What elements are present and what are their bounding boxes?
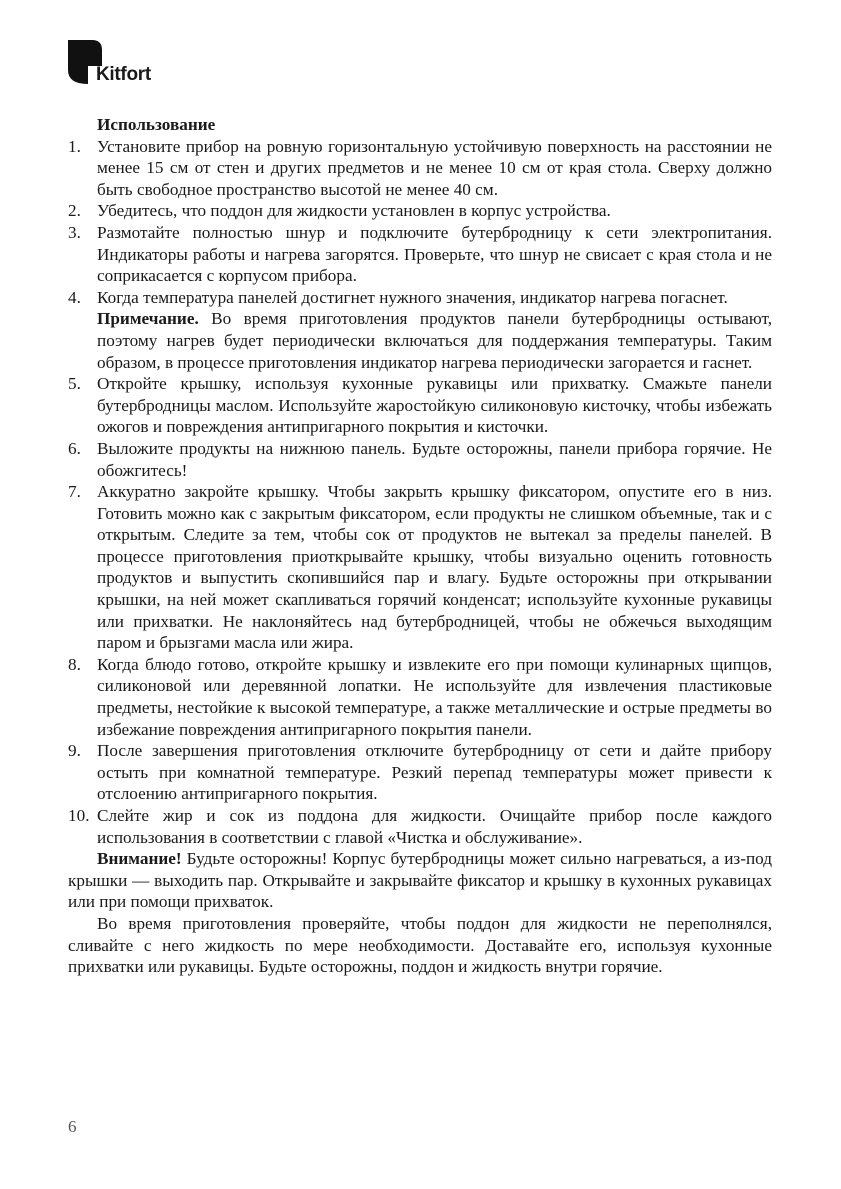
step-text: Выложите продукты на нижнюю панель. Будьте осторожны, панели прибора горячие. Не обожгитесь! <box>97 438 772 480</box>
page-number: 6 <box>68 1117 77 1136</box>
list-item <box>68 287 772 373</box>
brand-logo <box>68 40 178 90</box>
step-text: Когда блюдо готово, откройте крышку и извлеките его при помощи кулинарных щипцов, силиконовой или деревянной лопатки. Не используйте для извлечения пластиковые предметы, нестойкие к высокой температуре, а также металлические и острые предметы во избежание повреждения антипригарного покрытия панели. <box>97 654 772 739</box>
list-item <box>68 200 772 222</box>
note-paragraph <box>97 308 772 373</box>
instruction-list <box>68 136 772 849</box>
list-item <box>68 740 772 805</box>
step-number: 4. <box>68 287 81 307</box>
step-number: 7. <box>68 482 81 502</box>
warning-label: Внимание! <box>97 849 182 869</box>
step-text: После завершения приготовления отключите бутербродницу от сети и дайте прибору остыть при комнатной температуре. Резкий перепад температуры может привести к отслоению антипригарного покрытия. <box>97 741 772 804</box>
brand-name: Kitfort <box>96 64 151 85</box>
section-title: Использование <box>97 115 216 134</box>
list-item <box>68 654 772 740</box>
list-item <box>68 438 772 481</box>
list-item <box>68 222 772 287</box>
body-paragraph: Во время приготовления проверяйте, чтобы поддон для жидкости не переполнялся, сливайте с него жидкость по мере необходимости. Доставайте его, используя кухонные прихватки или рукавицы. Будьте осторожны, поддон и жидкость внутри горячие. <box>68 913 772 977</box>
step-number: 6. <box>68 438 81 458</box>
list-item <box>68 136 772 201</box>
warning-paragraph <box>68 848 772 913</box>
step-text: Размотайте полностью шнур и подключите бутербродницу к сети электропитания. Индикаторы работы и нагрева загорятся. Проверьте, что шнур не свисает с края стола и не соприкасается с корпусом прибора. <box>97 222 772 286</box>
step-text: Установите прибор на ровную горизонтальную устойчивую поверхность на расстоянии не менее 15 см от стен и других предметов и не менее 10 см от края стола. Сверху должно быть свободное пространство высотой не менее 40 см. <box>97 136 772 199</box>
list-item <box>68 373 772 438</box>
step-number: 5. <box>68 374 81 394</box>
list-item <box>68 805 772 848</box>
step-text: Когда температура панелей достигнет нужного значения, индикатор нагрева погаснет. <box>97 287 728 307</box>
step-text: Слейте жир и сок из поддона для жидкости. Очищайте прибор после каждого использования в соответствии с главой «Чистка и обслуживание». <box>97 806 772 847</box>
step-text: Откройте крышку, используя кухонные рукавицы или прихватку. Смажьте панели бутербродницы маслом. Используйте жаростойкую силиконовую кисточку, чтобы избежать ожогов и повреждения антипригарного покрытия и кисточки. <box>97 374 772 437</box>
warning-text: Будьте осторожны! Корпус бутербродницы может сильно нагреваться, а из-под крышки — выходить пар. Открывайте и закрывайте фиксатор и крышку в кухонных рукавицах или при помощи прихваток. <box>68 849 772 912</box>
step-number: 3. <box>68 222 81 242</box>
list-item <box>68 481 772 654</box>
step-number: 10. <box>68 806 90 825</box>
step-text: Аккуратно закройте крышку. Чтобы закрыть крышку фиксатором, опустите его в низ. Готовить можно как с закрытым фиксатором, если продукты не слишком объемные, так и с открытым. Следите за тем, чтобы сок от продуктов не вытекал за пределы панелей. В процессе приготовления приоткрывайте крышку, чтобы визуально оценить готовность продуктов и выпустить скопившийся пар и влагу. Будьте осторожны при открывании крышки, на ней может скапливаться горячий конденсат; используйте кухонные рукавицы или прихватки. Не наклоняйтесь над бутербродницей, чтобы не обжечься выходящим паром и брызгами масла или жира. <box>97 482 772 653</box>
note-text: Во время приготовления продуктов панели бутербродницы остывают, поэтому нагрев будет периодически включаться для поддержания температуры. Таким образом, в процессе приготовления индикатор нагрева периодически загорается и гаснет. <box>97 309 772 372</box>
note-label: Примечание. <box>97 309 199 329</box>
step-number: 8. <box>68 654 81 674</box>
page-content <box>68 114 772 978</box>
step-number: 9. <box>68 741 81 761</box>
step-number: 1. <box>68 136 81 156</box>
step-text: Убедитесь, что поддон для жидкости установлен в корпус устройства. <box>97 201 611 221</box>
step-number: 2. <box>68 201 81 221</box>
